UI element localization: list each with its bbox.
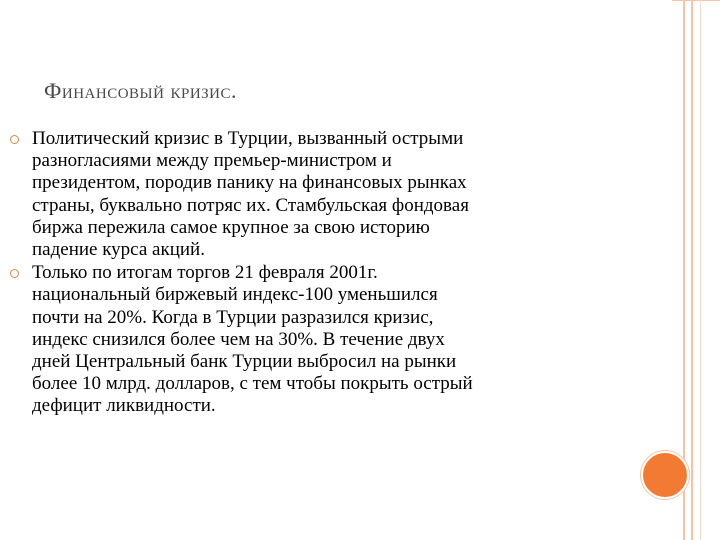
bullet-text: Политический кризис в Турции, вызванный острыми разногласиями между премьер-министром и президентом, породив панику на финансовых рынках страны, буквально потряс их. Стамбульская фондовая биржа пережила самое крупное за свою историю падение курса акций. <box>32 128 469 261</box>
ring-bullet-icon <box>10 269 19 278</box>
slide-title: Финансовый кризис. <box>44 78 237 103</box>
bullet-item <box>10 128 485 261</box>
ring-bullet-icon <box>10 135 19 144</box>
decorative-vertical-line <box>691 0 693 540</box>
bullet-text: Только по итогам торгов 21 февраля 2001г. национальный биржевый индекс-100 уменьшился почти на 20%. Когда в Турции разразился кризис, индекс снизился более чем на 30%. В течение двух дней Центральный банк Турции выбросил на рынки более 10 млрд. долларов, с тем чтобы покрыть острый дефицит ликвидности. <box>32 262 473 417</box>
decorative-top-line <box>672 0 720 1</box>
decorative-vertical-line <box>700 0 701 540</box>
bullet-list <box>10 128 485 419</box>
bullet-item <box>10 262 485 417</box>
decorative-orange-circle <box>641 451 689 499</box>
